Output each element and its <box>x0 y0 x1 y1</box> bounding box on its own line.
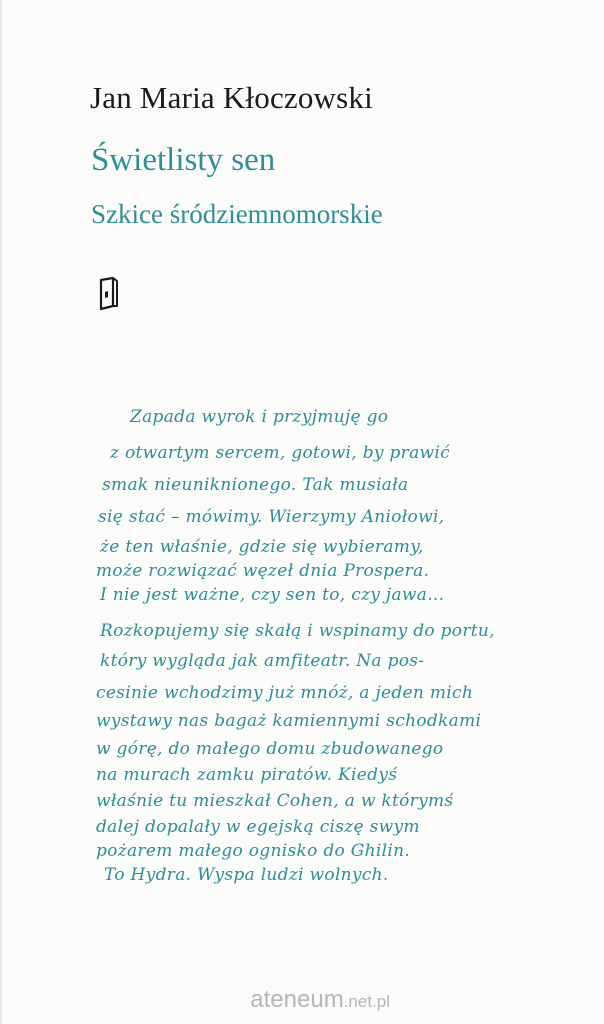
book-title: Świetlisty sen <box>91 142 276 178</box>
manuscript-line: się stać – mówimy. Wierzymy Aniołowi, <box>98 507 445 527</box>
manuscript-line: wystawy nas bagaż kamiennymi schodkami <box>96 711 482 731</box>
manuscript-line: Zapada wyrok i przyjmuję go <box>130 407 389 427</box>
manuscript-line: na murach zamku piratów. Kiedyś <box>96 765 398 785</box>
watermark <box>250 986 390 1014</box>
manuscript-line: dalej dopalały w egejską ciszę swym <box>96 817 420 837</box>
manuscript-line: smak nieuniknionego. Tak musiała <box>102 475 409 495</box>
manuscript-line: Rozkopujemy się skałą i wspinamy do portu, <box>100 621 495 641</box>
manuscript-line: cesinie wchodzimy już mnóż, a jeden mich <box>96 683 474 703</box>
watermark-main: ateneum <box>250 986 344 1013</box>
handwritten-manuscript <box>0 395 604 915</box>
manuscript-line: To Hydra. Wyspa ludzi wolnych. <box>104 865 389 885</box>
manuscript-line: pożarem małego ognisko do Ghilin. <box>96 841 411 861</box>
manuscript-line: właśnie tu mieszkał Cohen, a w którymś <box>96 791 454 811</box>
book-subtitle: Szkice śródziemnomorskie <box>91 199 383 229</box>
manuscript-line: który wygląda jak amfiteatr. Na pos- <box>100 651 425 671</box>
manuscript-line: że ten właśnie, gdzie się wybieramy, <box>100 537 424 557</box>
author-name: Jan Maria Kłoczowski <box>90 80 373 115</box>
open-book-door-icon <box>95 276 121 312</box>
manuscript-line: w górę, do małego domu zbudowanego <box>96 739 444 759</box>
manuscript-line: może rozwiązać węzeł dnia Prospera. <box>96 561 430 581</box>
manuscript-line: I nie jest ważne, czy sen to, czy jawa... <box>100 585 445 605</box>
manuscript-line: z otwartym sercem, gotowi, by prawić <box>110 443 450 463</box>
watermark-suffix: .net.pl <box>343 992 390 1011</box>
